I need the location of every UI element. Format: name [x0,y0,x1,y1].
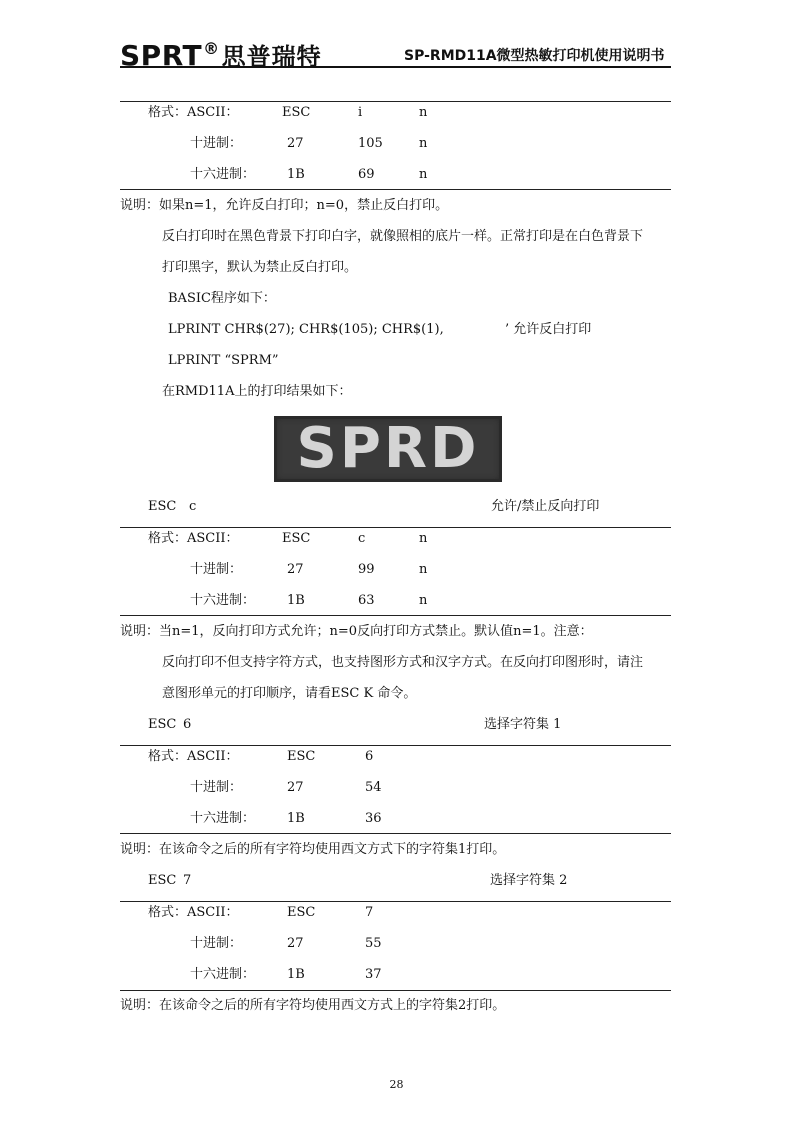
ascii-code: ESC [282,531,311,546]
description-line: 反白打印时在黑色背景下打印白字，就像照相的底片一样。正常打印是在白色背景下 [162,229,644,244]
description: 说明：在该命令之后的所有字符均使用西文方式下的字符集1打印。 [120,842,506,857]
command-name: ESC [148,873,177,888]
format-label: 格式：ASCII： [148,749,239,764]
logo-text: SPRT [120,39,203,72]
table-bottom-rule [120,615,671,616]
decimal-code: 27 [287,562,304,577]
command-title: 选择字符集 2 [490,873,568,888]
ascii-n: n [419,531,428,546]
command-param: 7 [183,873,192,888]
description: 说明：当n=1，反向打印方式允许；n=0反向打印方式禁止。默认值n=1。注意： [120,624,593,639]
inverse-print-sample-image [274,416,502,482]
hex-param: 63 [358,593,375,608]
ascii-param: 7 [365,905,374,920]
description: 说明：如果n=1，允许反白打印；n=0，禁止反白打印。 [120,198,449,213]
decimal-n: n [419,562,428,577]
hex-code: 1B [287,593,305,608]
decimal-label: 十进制： [190,136,243,151]
registered-mark: ® [203,39,220,58]
basic-comment: ’ 允许反白打印 [505,322,592,337]
command-param: c [189,499,197,514]
hex-param: 36 [365,811,382,826]
command-title: 允许/禁止反向打印 [491,499,600,514]
table-top-rule [120,901,671,902]
description-line: 打印黑字，默认为禁止反白打印。 [162,260,358,275]
hex-label: 十六进制： [190,967,256,982]
logo-chinese-name: 思普瑞特 [221,43,322,71]
command-name: ESC [148,499,177,514]
decimal-code: 27 [287,780,304,795]
table-top-rule [120,745,671,746]
hex-param: 37 [365,967,382,982]
hex-label: 十六进制： [190,593,256,608]
decimal-param: 99 [358,562,375,577]
format-label: 格式：ASCII： [148,105,239,120]
hex-label: 十六进制： [190,167,256,182]
command-name: ESC [148,717,177,732]
ascii-code: ESC [282,105,311,120]
decimal-label: 十进制： [190,780,243,795]
hex-n: n [419,167,428,182]
header-rule [120,66,671,68]
basic-title: BASIC程序如下： [168,291,276,306]
hex-code: 1B [287,167,305,182]
decimal-code: 27 [287,136,304,151]
decimal-label: 十进制： [190,936,243,951]
decimal-label: 十进制： [190,562,243,577]
format-label: 格式：ASCII： [148,905,239,920]
ascii-param: i [358,105,363,120]
basic-code-line: LPRINT CHR$(27); CHR$(105); CHR$(1), [168,322,444,337]
result-title: 在RMD11A上的打印结果如下： [162,384,352,399]
hex-code: 1B [287,811,305,826]
decimal-param: 54 [365,780,382,795]
table-top-rule [120,527,671,528]
ascii-n: n [419,105,428,120]
table-top-rule [120,101,671,102]
page-number: 28 [389,1078,404,1091]
ascii-param: c [358,531,366,546]
decimal-param: 55 [365,936,382,951]
decimal-n: n [419,136,428,151]
table-bottom-rule [120,833,671,834]
table-bottom-rule [120,189,671,190]
sample-print-text: SPRD [296,416,480,481]
hex-n: n [419,593,428,608]
description-line: 意图形单元的打印顺序，请看ESC K 命令。 [162,686,417,701]
ascii-code: ESC [287,749,316,764]
format-label: 格式：ASCII： [148,531,239,546]
hex-param: 69 [358,167,375,182]
description-line: 反向打印不但支持字符方式，也支持图形方式和汉字方式。在反向打印图形时，请注 [162,655,644,670]
decimal-code: 27 [287,936,304,951]
document-title: SP-RMD11A微型热敏打印机使用说明书 [404,48,665,64]
ascii-param: 6 [365,749,374,764]
basic-code-line: LPRINT “SPRM” [168,353,279,368]
decimal-param: 105 [358,136,383,151]
hex-label: 十六进制： [190,811,256,826]
description: 说明：在该命令之后的所有字符均使用西文方式上的字符集2打印。 [120,998,506,1013]
hex-code: 1B [287,967,305,982]
table-bottom-rule [120,990,671,991]
command-param: 6 [183,717,192,732]
ascii-code: ESC [287,905,316,920]
command-title: 选择字符集 1 [484,717,562,732]
